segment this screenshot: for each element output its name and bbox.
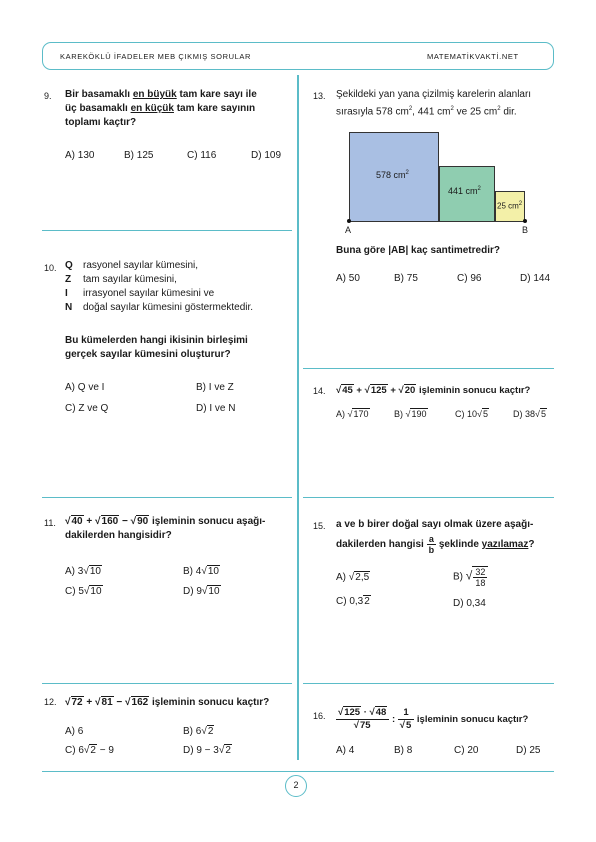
question-number: 9. <box>44 91 52 101</box>
option-d[interactable]: D) I ve N <box>196 403 236 414</box>
option-c[interactable]: C) 96 <box>457 273 482 284</box>
label-a: A <box>345 225 352 235</box>
option-b[interactable]: B) √ $\frac{32}{18}$ <box>453 566 488 588</box>
set-symbol: N <box>65 302 73 313</box>
question-9-text: Bir basamaklı en büyük tam kare sayı ile üç basamaklı en küçük tam kare sayının toplamı kaçtır? <box>65 89 257 128</box>
option-a[interactable]: A) √170 <box>336 409 369 419</box>
option-d[interactable]: D) 109 <box>251 150 282 161</box>
divider <box>42 497 292 498</box>
option-b[interactable]: B) 125 <box>124 150 154 161</box>
option-c[interactable]: C) 116 <box>187 150 217 161</box>
option-a[interactable]: A) 130 <box>65 150 95 161</box>
option-d[interactable]: D) 144 <box>520 273 551 284</box>
question-15-text: a ve b birer doğal sayı olmak üzere aşağı- dakilerden hangisi $\frac{a}{b}$ şeklinde yazılamaz? <box>336 519 535 555</box>
divider <box>42 683 292 684</box>
option-a[interactable]: A) 6 <box>65 726 84 737</box>
column-divider <box>297 75 299 760</box>
question-10-text: Bu kümelerden hangi ikisinin birleşimi gerçek sayılar kümesini oluşturur? <box>65 335 248 360</box>
question-number: 12. <box>44 697 57 707</box>
option-b[interactable]: B) I ve Z <box>196 382 234 393</box>
header-site: MATEMATİKVAKTİ.NET <box>427 52 519 61</box>
option-c[interactable]: C) 6√2 − 9 <box>65 745 114 756</box>
set-symbol: Q <box>65 260 73 271</box>
question-number: 16. <box>313 711 326 721</box>
option-a[interactable]: A) 4 <box>336 745 355 756</box>
question-12-text: √72 + √81 − √162 işleminin sonucu kaçtır? <box>65 697 270 708</box>
square-label: 441 $cm^2$ <box>448 186 481 196</box>
option-b[interactable]: B) 6√2 <box>183 726 214 737</box>
option-c[interactable]: C) 0,32 <box>336 596 370 607</box>
question-number: 11. <box>44 518 56 528</box>
option-a[interactable]: A) 3√10 <box>65 566 101 577</box>
option-d[interactable]: D) 9 − 3√2 <box>183 745 231 756</box>
set-symbol: I <box>65 288 68 299</box>
question-13-text: Şekildeki yan yana çizilmiş karelerin alanları sırasıyla 578 $cm^2$, 441 $cm^2$ ve 25 $cm^2$ dir. <box>336 89 532 118</box>
footer-line <box>42 771 554 772</box>
option-d[interactable]: D) 0,34 <box>453 598 486 609</box>
question-13-ask: Buna göre |AB| kaç santimetredir? <box>336 245 500 256</box>
option-b[interactable]: B) √190 <box>394 409 427 419</box>
option-b[interactable]: B) 75 <box>394 273 418 284</box>
option-a[interactable]: A) √2,5 <box>336 572 370 583</box>
header-title: KAREKÖKLÜ İFADELER MEB ÇIKMIŞ SORULAR <box>60 52 251 61</box>
divider <box>303 683 554 684</box>
option-b[interactable]: B) 4√10 <box>183 566 219 577</box>
question-11-text: √40 + √160 − √90 işleminin sonucu aşağı- dakilerden hangisidir? <box>65 516 266 541</box>
question-number: 13. <box>313 91 326 101</box>
point-b <box>523 219 527 223</box>
option-c[interactable]: C) 10√5 <box>455 409 488 419</box>
divider <box>303 368 554 369</box>
option-d[interactable]: D) 38√5 <box>513 409 546 419</box>
option-c[interactable]: C) 5√10 <box>65 586 102 597</box>
divider <box>303 497 554 498</box>
option-a[interactable]: A) 50 <box>336 273 360 284</box>
square-label: 578 $cm^2$ <box>376 170 409 180</box>
divider <box>42 230 292 231</box>
label-b: B <box>522 225 529 235</box>
square-label: 25 $cm^2$ <box>497 201 523 211</box>
definition-list: Q rasyonel sayılar kümesini, Z tam sayılar kümesini, I irrasyonel sayılar kümesini ve N doğal sayılar kümesini göstermektedir. <box>65 260 254 313</box>
option-c[interactable]: C) Z ve Q <box>65 403 109 414</box>
question-number: 15. <box>313 521 326 531</box>
question-14-text: √45 + √125 + √20 işleminin sonucu kaçtır? <box>336 385 531 396</box>
set-symbol: Z <box>65 274 72 285</box>
question-number: 10. <box>44 263 57 273</box>
option-d[interactable]: D) 25 <box>516 745 541 756</box>
question-16-text: $\frac{√125 \cdot √48}{√75}$ : $\frac{1}{√5}$ işleminin sonucu kaçtır? <box>338 707 529 731</box>
page-number: 2 <box>285 775 307 797</box>
option-c[interactable]: C) 20 <box>454 745 479 756</box>
fraction-a-b: $\frac{a}{b}$ <box>428 534 435 555</box>
option-d[interactable]: D) 9√10 <box>183 586 220 597</box>
option-b[interactable]: B) 8 <box>394 745 413 756</box>
segment-ab <box>349 221 525 222</box>
question-number: 14. <box>313 386 326 396</box>
option-a[interactable]: A) Q ve I <box>65 382 105 393</box>
point-a <box>347 219 351 223</box>
